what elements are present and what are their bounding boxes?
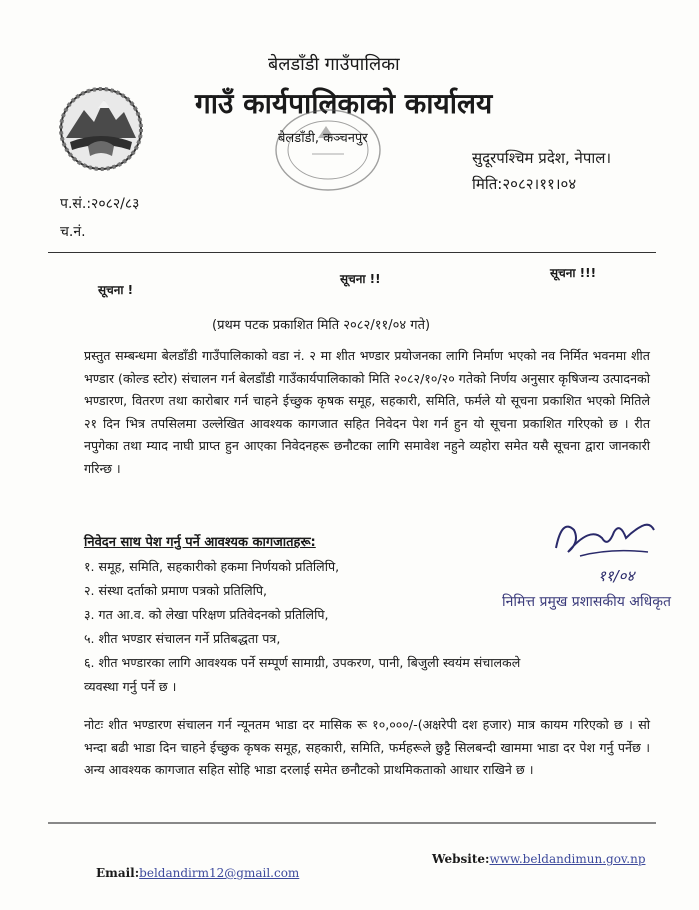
- dispatch-number: च.नं.: [60, 224, 86, 240]
- header-divider: [48, 252, 656, 253]
- email-link[interactable]: beldandirm12@gmail.com: [139, 866, 300, 880]
- website-label: Website:: [432, 852, 490, 866]
- footer-email: [96, 866, 299, 880]
- nepal-emblem-icon: [58, 86, 144, 172]
- website-link[interactable]: www.beldandimun.gov.np: [489, 852, 646, 866]
- rent-note-paragraph: नोटः शीत भण्डारण संचालन गर्न न्यूनतम भाडा दर मासिक रू १०,०००/-(अक्षरेपी दश हजार) मात्र कायम गरिएको छ । सो भन्दा बढी भाडा दिन चाहने ईच्छुक कृषक समूह, सहकारी, समिति, फर्महरूले छुट्टै सिलबन्दी खाममा भाडा दर पेश गर्नु पर्नेछ । अन्य आवश्यक कागजात सहित सोहि भाडा दरलाई समेत छनौटको प्राथमिकताको आधार राखिने छ ।: [84, 717, 650, 778]
- requirement-item: ५. शीत भण्डार संचालन गर्ने प्रतिबद्धता पत्र,: [84, 631, 281, 646]
- signatory-title: निमित्त प्रमुख प्रशासकीय अधिकृत: [502, 594, 671, 610]
- email-label: Email:: [96, 866, 140, 880]
- signature-date: ११/०४: [598, 567, 635, 585]
- requirement-item: व्यवस्था गर्नु पर्ने छ ।: [84, 679, 177, 694]
- requirement-item: २. संस्था दर्ताको प्रमाण पत्रको प्रतिलिपि,: [84, 583, 268, 598]
- footer-website: [432, 852, 646, 866]
- office-stamp: [270, 104, 390, 194]
- footer-divider: [48, 822, 656, 824]
- province-label: सुदूरपश्चिम प्रदेश, नेपाल।: [472, 149, 612, 167]
- requirement-item: १. समूह, समिति, सहकारीको हकमा निर्णयको प्रतिलिपि,: [84, 559, 340, 574]
- notice-heading-left: सूचना !: [98, 283, 134, 297]
- requirement-item: ३. गत आ.व. को लेखा परिक्षण प्रतिवेदनको प्रतिलिपि,: [84, 607, 329, 622]
- notice-heading-center: सूचना !!: [340, 272, 381, 286]
- office-location: बेलडाँडी, कञ्चनपुर: [278, 131, 368, 146]
- letter-date: मिति:२०८२।११।०४: [472, 175, 577, 193]
- municipality-name: बेलडाँडी गाउँपालिका: [268, 54, 400, 75]
- requirements-heading: निवेदन साथ पेश गर्नु पर्ने आवश्यक कागजातहरू:: [84, 535, 316, 550]
- requirement-item: ६. शीत भण्डारका लागि आवश्यक पर्ने सम्पूर्ण सामाग्री, उपकरण, पानी, बिजुली स्वयंम संचालकले: [84, 655, 521, 670]
- office-title: गाउँ कार्यपालिकाको कार्यालय: [195, 87, 493, 120]
- notice-body-paragraph: प्रस्तुत सम्बन्धमा बेलडाँडी गाउँपालिकाको वडा नं. २ मा शीत भण्डार प्रयोजनका लागि निर्माण भएको नव निर्मित भवनमा शीत भण्डार (कोल्ड स्टोर) संचालन गर्न बेलडाँडी गाउँकार्यपालिकाको मिति २०८२/१०/२० गतेको निर्णय अनुसार कृषिजन्य उत्पादनको भण्डारण, वितरण तथा कारोबार गर्न चाहने ईच्छुक कृषक समूह, सहकारी, समिति, फर्मले यो सूचना प्रकाशित भएको मितिले २१ दिन भित्र तपसिलमा उल्लेखित आवश्यक कागजात सहित निवेदन पेश गर्न हुन यो सूचना प्रकाशित गरिएको छ । रीत नपुगेका तथा म्याद नाघी प्राप्त हुन आएका निवेदनहरू छनौटका लागि समावेश नहुने व्यहोरा समेत यसै सूचना द्वारा जानकारी गरिन्छ ।: [84, 348, 650, 476]
- notice-heading-right: सूचना !!!: [550, 266, 597, 280]
- publication-date-line: (प्रथम पटक प्रकाशित मिति २०८२/११/०४ गते): [212, 318, 431, 333]
- reference-number: प.सं.:२०८२/८३: [60, 196, 140, 212]
